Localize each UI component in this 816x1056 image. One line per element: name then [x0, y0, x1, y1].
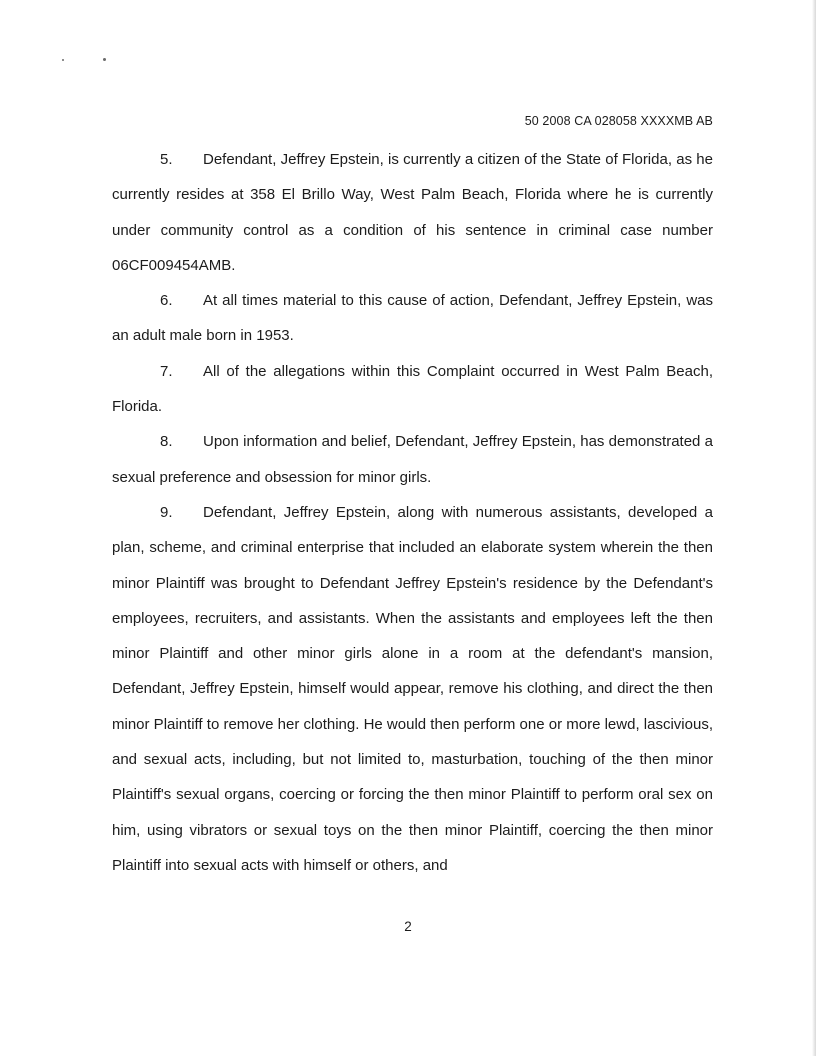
paragraph-8 — [112, 424, 713, 495]
paragraph-6 — [112, 283, 713, 354]
paragraph-number: 6. — [160, 292, 173, 310]
paragraph-text: Upon information and belief, Defendant, Jeffrey Epstein, has demonstrated a sexual preference and obsession for minor girls. — [112, 433, 713, 486]
case-number: 50 2008 CA 028058 XXXXMB AB — [524, 114, 713, 128]
paragraph-text: At all times material to this cause of action, Defendant, Jeffrey Epstein, was an adult male born in 1953. — [112, 292, 713, 345]
document-body — [112, 142, 713, 883]
paragraph-number: 7. — [160, 362, 173, 380]
paragraph-5 — [112, 142, 713, 283]
scan-speck — [103, 58, 106, 61]
paragraph-number: 5. — [160, 151, 173, 168]
paragraph-9 — [112, 495, 713, 883]
scan-edge-shadow — [812, 0, 816, 1056]
paragraph-number: 8. — [160, 433, 173, 451]
paragraph-number: 9. — [160, 503, 173, 521]
paragraph-text: All of the allegations within this Complaint occurred in West Palm Beach, Florida. — [112, 362, 713, 416]
paragraph-7 — [112, 354, 713, 425]
page-number: 2 — [404, 919, 412, 934]
paragraph-text: Defendant, Jeffrey Epstein, is currently a citizen of the State of Florida, as he currently resides at 358 El Brillo Way, West Palm Beach, Florida where he is currently under community control as a condition of his sentence in criminal case number 06CF009454AMB. — [112, 151, 713, 274]
paragraph-text: Defendant, Jeffrey Epstein, along with numerous assistants, developed a plan, scheme, and criminal enterprise that included an elaborate system wherein the then minor Plaintiff was brought to Defendant Jeffrey Epstein's residence by the Defendant's employees, recruiters, and assistants. When the assistants and employees left the then minor Plaintiff and other minor girls alone in a room at the defendant's mansion, Defendant, Jeffrey Epstein, himself would appear, remove his clothing, and direct the then minor Plaintiff to remove her clothing. He would then perform one or more lewd, lascivious, and sexual acts, including, but not limited to, masturbation, touching of the then minor Plaintiff's sexual organs, coercing or forcing the then minor Plaintiff to perform oral sex on him, using vibrators or sexual toys on the then minor Plaintiff, coercing the then minor Plaintiff into sexual acts with himself or others, and — [112, 503, 713, 874]
scan-speck — [62, 59, 64, 61]
